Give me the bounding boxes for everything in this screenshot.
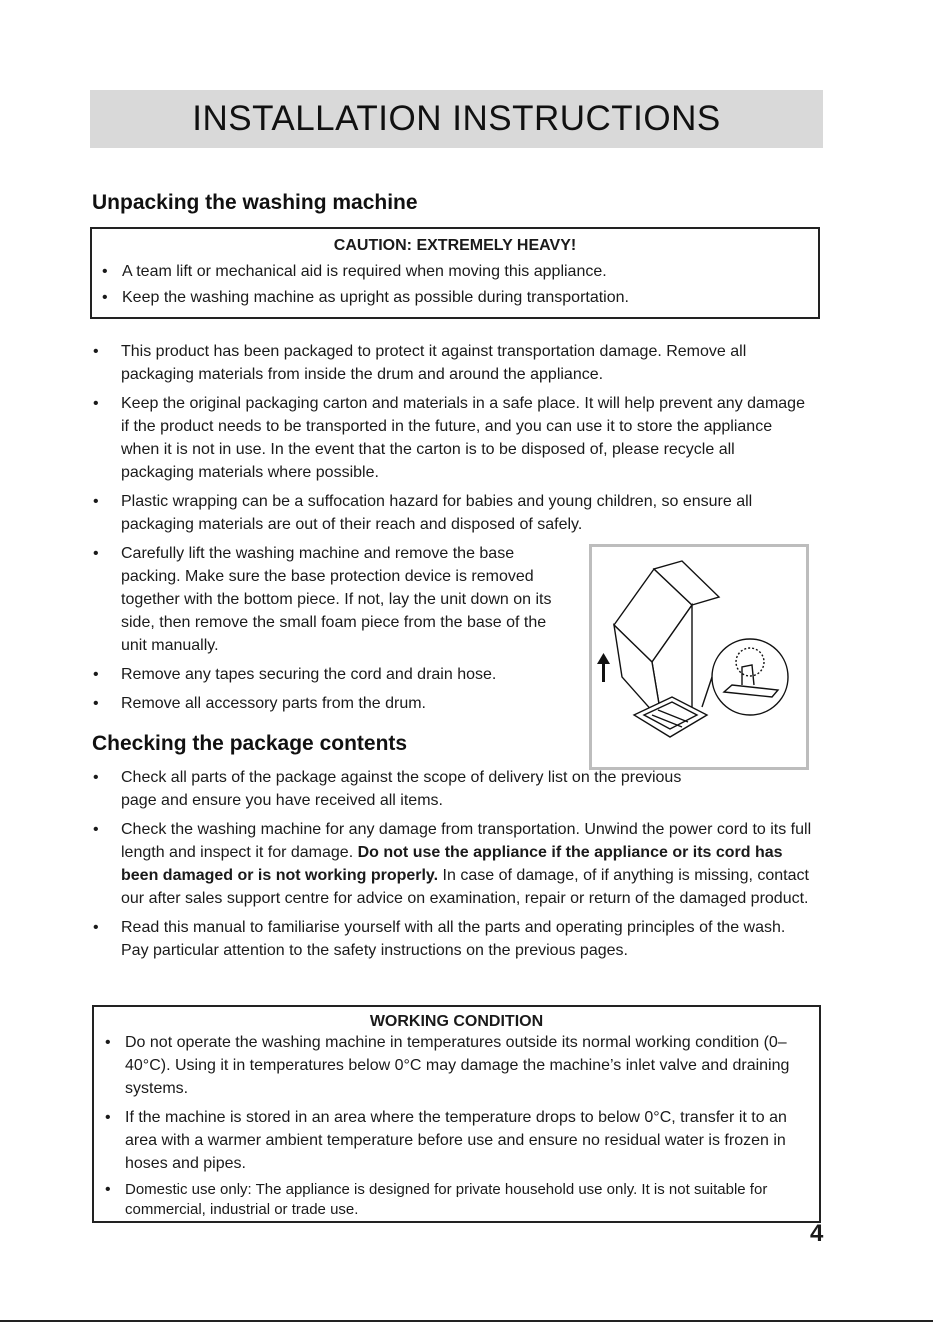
working-condition-box — [92, 1005, 821, 1223]
caution-item: • A team lift or mechanical aid is required when moving this appliance. — [122, 259, 818, 285]
caution-title: CAUTION: EXTREMELY HEAVY! — [333, 237, 577, 254]
list-item: • Plastic wrapping can be a suffocation hazard for babies and young children, so ensure all packaging materials are out of their reach and disposed of safely. — [121, 490, 811, 536]
checking-list — [121, 818, 816, 962]
page-number: 4 — [810, 1220, 824, 1247]
working-title: WORKING CONDITION — [369, 1013, 544, 1030]
unpacking-list-narrow — [121, 542, 576, 715]
list-item: • Check all parts of the package against the scope of delivery list on the previous page and ensure you have received all items. — [121, 766, 721, 812]
caution-item: • Keep the washing machine as upright as possible during transportation. — [122, 285, 818, 311]
bottom-rule — [0, 1320, 933, 1322]
damage-text-cont: In case of damage, of if anything is missing, contact our after sales support centre for advice on examination, repair or return of the damaged product. — [121, 867, 809, 907]
checking-list-narrow — [121, 766, 682, 812]
list-item — [121, 818, 816, 910]
list-item: • Keep the original packaging carton and materials in a safe place. It will help prevent any damage if the product needs to be transported in the future, and you can use it to store the appliance when it is not in use. In the event that the carton is to be disposed of, please recycle all packaging materials where possible. — [121, 392, 811, 484]
box-lift-illustration — [592, 547, 806, 767]
list-item: • Remove all accessory parts from the drum. — [121, 692, 576, 715]
list-item: • Read this manual to familiarise yourself with all the parts and operating principles of the wash. Pay particular attention to the safety instructions on the previous pages. — [121, 916, 816, 962]
working-item: • Domestic use only: The appliance is designed for private household use only. It is not suitable for commercial, industrial or trade use. — [125, 1180, 807, 1220]
unpacking-list — [121, 340, 811, 536]
unpacking-heading: Unpacking the washing machine — [92, 191, 418, 214]
list-item: • Carefully lift the washing machine and remove the base packing. Make sure the base protection device is removed together with the bottom piece. If not, lay the unit down on its side, then remove the small foam piece from the base of the unit manually. — [121, 542, 576, 657]
damage-warning: Do not use the appliance if the appliance or its cord has been damaged or is not working properly. — [121, 844, 783, 884]
caution-box — [90, 227, 820, 319]
page-title: INSTALLATION INSTRUCTIONS — [192, 99, 721, 138]
working-item: • If the machine is stored in an area where the temperature drops to below 0°C, transfer it to an area with a warmer ambient temperature before use and ensure no residual water is frozen in hoses and pipes. — [125, 1106, 807, 1175]
title-bar — [90, 90, 823, 148]
damage-text: Check the washing machine for any damage from transportation. Unwind the power cord to its full length and inspect it for damage. — [121, 821, 812, 861]
working-item: • Do not operate the washing machine in temperatures outside its normal working condition (0–40°C). Using it in temperatures below 0°C may damage the machine’s inlet valve and draining systems. — [125, 1031, 807, 1100]
list-item: • Remove any tapes securing the cord and drain hose. — [121, 663, 576, 686]
list-item: • This product has been packaged to protect it against transportation damage. Remove all packaging materials from inside the drum and around the appliance. — [121, 340, 811, 386]
checking-heading: Checking the package contents — [92, 732, 408, 755]
unpacking-illustration — [589, 544, 809, 770]
